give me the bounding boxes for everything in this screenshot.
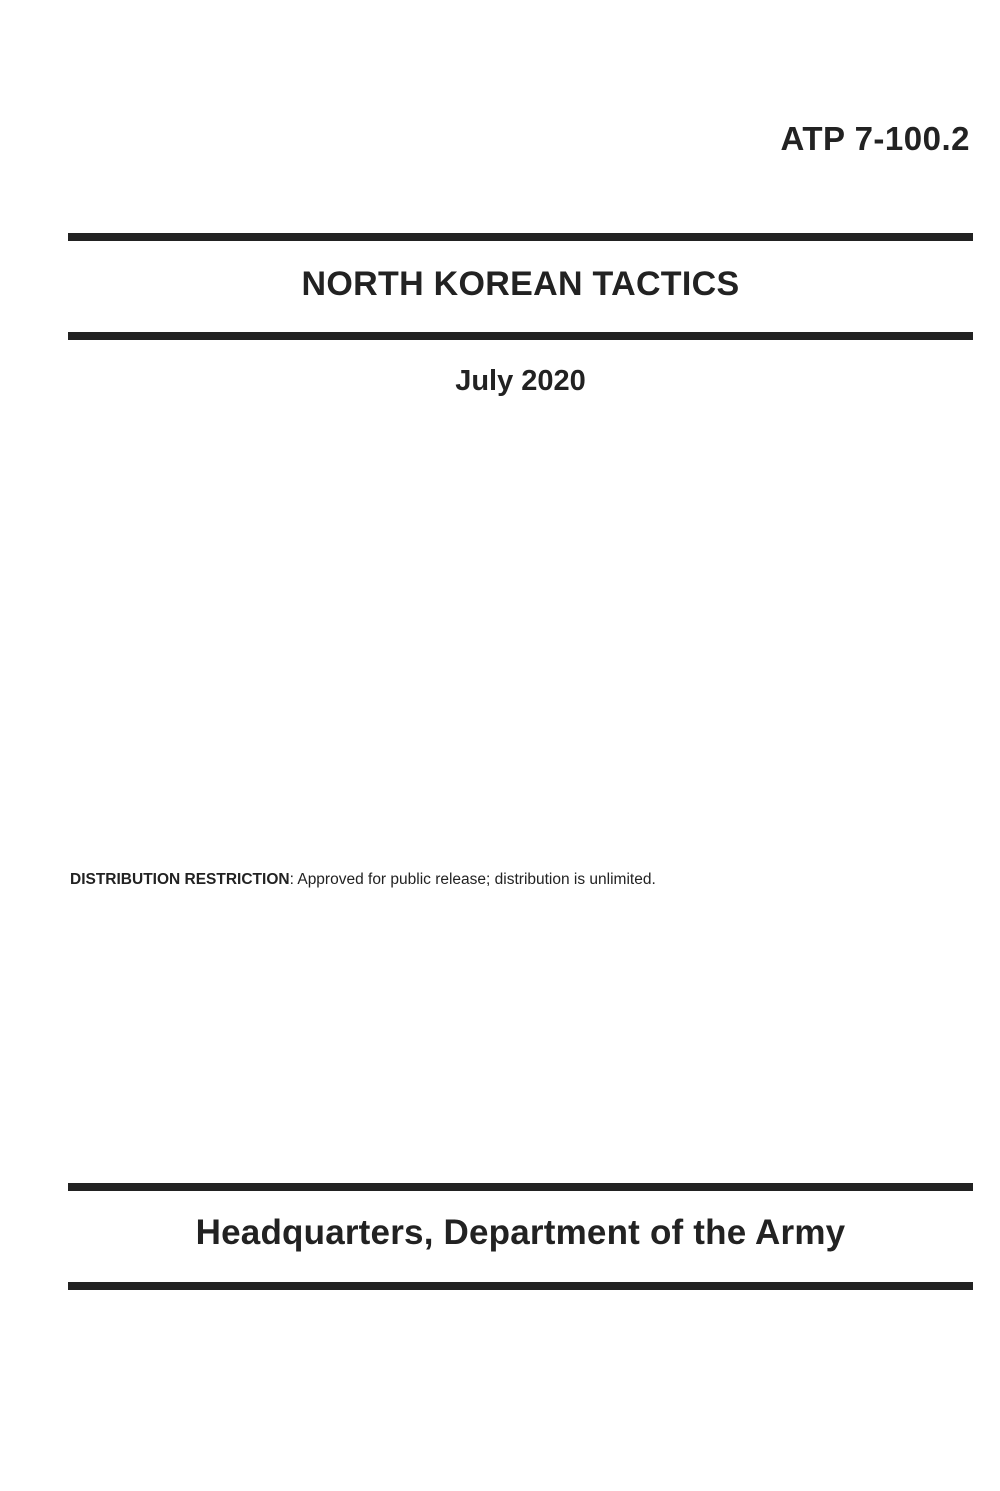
top-rule-lower — [68, 332, 973, 340]
bottom-rule-lower — [68, 1282, 973, 1290]
document-title: NORTH KOREAN TACTICS — [301, 265, 740, 303]
bottom-rule-upper — [68, 1183, 973, 1191]
top-rule-upper — [68, 233, 973, 241]
distribution-restriction — [70, 871, 656, 889]
publication-date: July 2020 — [455, 365, 586, 397]
publication-number: ATP 7-100.2 — [780, 120, 970, 157]
distribution-label: DISTRIBUTION RESTRICTION — [70, 871, 290, 888]
distribution-text: : Approved for public release; distribution is unlimited. — [289, 871, 656, 888]
issuing-authority: Headquarters, Department of the Army — [195, 1213, 846, 1252]
